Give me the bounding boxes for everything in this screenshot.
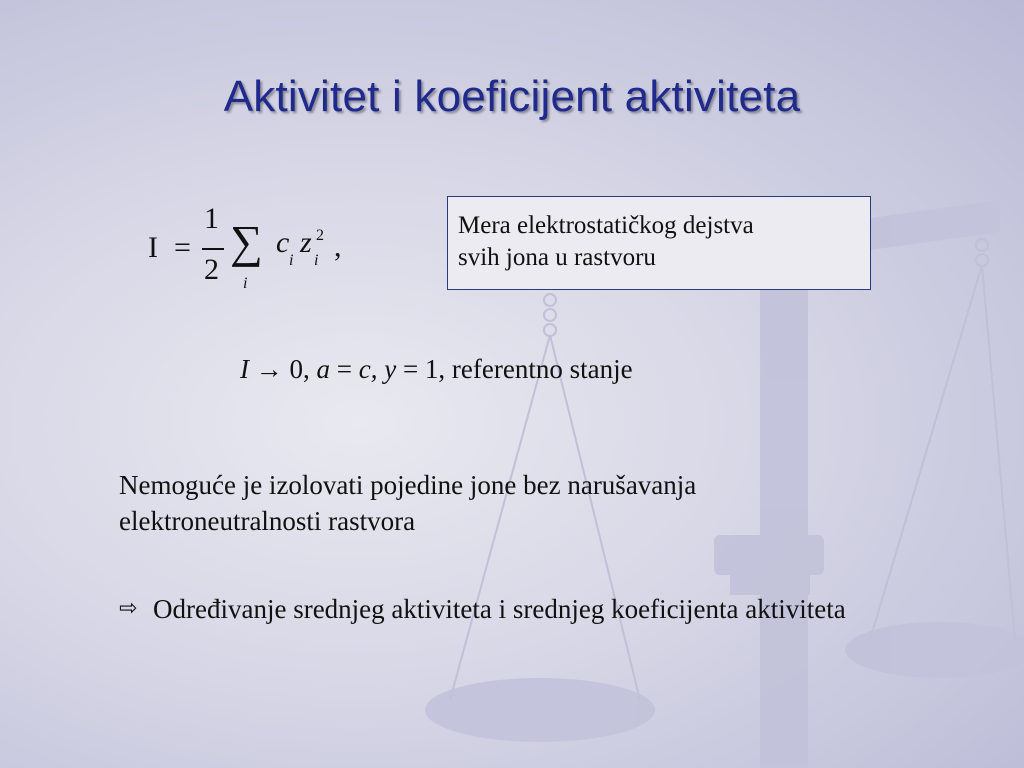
formula-fraction-bar — [202, 248, 224, 250]
formula-charge: z — [300, 226, 312, 259]
condition-activity: a — [316, 354, 330, 384]
arrow-right-icon: ⇨ — [119, 596, 138, 621]
bullet-text: Određivanje srednjeg aktiviteta i srednjeg koeficijenta aktiviteta — [153, 594, 846, 624]
formula-concentration: c — [276, 226, 290, 259]
condition-concentration: c, — [358, 354, 378, 384]
formula-sum-symbol: ∑ — [230, 216, 263, 267]
formula-charge-subscript: i — [314, 252, 319, 269]
reference-state-condition — [240, 354, 633, 385]
slide-title: Aktivitet i koeficijent aktiviteta — [223, 72, 801, 121]
condition-rest: = 1, referentno stanje — [396, 354, 633, 384]
formula-denominator: 2 — [204, 253, 219, 286]
formula-ionic-strength-symbol: I — [148, 231, 158, 264]
formula-numerator: 1 — [204, 202, 219, 235]
formula-sum-index: i — [243, 275, 248, 292]
paragraph-line-2: elektroneutralnosti rastvora — [119, 506, 416, 536]
definition-line-2: svih jona u rastvoru — [458, 244, 656, 271]
explanation-paragraph — [119, 467, 899, 539]
condition-coefficient: y — [384, 354, 397, 384]
definition-line-1: Mera elektrostatičkog dejstva — [458, 212, 754, 239]
condition-limit: → 0, — [249, 354, 317, 384]
ionic-strength-formula — [146, 200, 376, 300]
condition-equals: = — [330, 354, 359, 384]
condition-ionic-strength: I — [240, 354, 249, 384]
formula-comma: , — [334, 230, 342, 263]
paragraph-line-1: Nemoguće je izolovati pojedine jone bez narušavanja — [119, 470, 697, 500]
formula-charge-exponent: 2 — [316, 227, 324, 244]
formula-concentration-subscript: i — [289, 252, 294, 269]
definition-box — [447, 196, 871, 290]
formula-equals: = — [174, 231, 191, 264]
conclusion-bullet — [119, 591, 919, 627]
